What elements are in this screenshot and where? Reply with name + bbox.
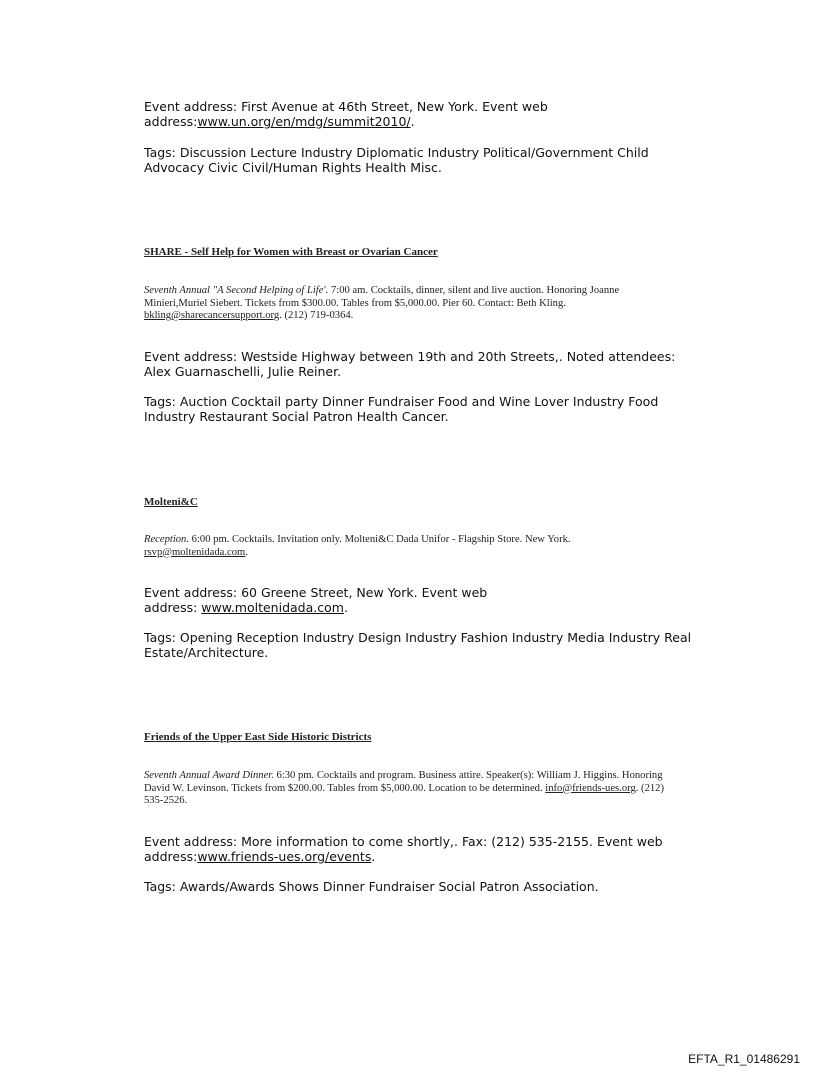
event4-email-link[interactable]: info@friends-ues.org <box>545 782 636 794</box>
event4-tags: Tags: Awards/Awards Shows Dinner Fundraiser Social Patron Association. <box>144 879 599 894</box>
event4-address: Event address: More information to come shortly,. Fax: (212) 535-2155. Event web address:www.friends-ues.org/events. <box>144 834 663 864</box>
event2-title: SHARE - Self Help for Women with Breast or Ovarian Cancer <box>144 246 438 258</box>
event4-web-link[interactable]: www.friends-ues.org/events <box>197 849 372 864</box>
event1-web-link[interactable]: www.un.org/en/mdg/summit2010/ <box>197 114 411 129</box>
event2-address: Event address: Westside Highway between 19th and 20th Streets,. Noted attendees: Alex Guarnaschelli, Julie Reiner. <box>144 349 676 379</box>
event4-title: Friends of the Upper East Side Historic Districts <box>144 731 372 743</box>
event3-email-link[interactable]: rsvp@moltenidada.com <box>144 546 246 558</box>
document-id-footer: EFTA_R1_01486291 <box>688 1052 800 1066</box>
event3-web-link[interactable]: www.moltenidada.com <box>201 600 344 615</box>
event2-email-link[interactable]: bkling@sharecancersupport.org <box>144 310 280 321</box>
event2-tags: Tags: Auction Cocktail party Dinner Fundraiser Food and Wine Lover Industry Food Industry Restaurant Social Patron Health Cancer. <box>144 394 659 424</box>
event1-address: Event address: First Avenue at 46th Street, New York. Event web address:www.un.org/en/mdg/summit2010/. <box>144 99 548 129</box>
event1-tags: Tags: Discussion Lecture Industry Diplomatic Industry Political/Government Child Advocacy Civic Civil/Human Rights Health Misc. <box>144 145 649 175</box>
event3-title: Molteni&C <box>144 496 198 508</box>
event2-description: Seventh Annual "A Second Helping of Life'. 7:00 am. Cocktails, dinner, silent and live auction. Honoring Joanne Minieri,Muriel Siebert. Tickets from $300.00. Tables from $5,000.00. Pier 60. Contact: Beth Kling. bkling@sharecancersupport.org. (212) 719-0364. <box>144 285 620 321</box>
event4-description: Seventh Annual Award Dinner. 6:30 pm. Cocktails and program. Business attire. Speaker(s): William J. Higgins. Honoring David W. Levinson. Tickets from $200.00. Tables from $5,000.00. Location to be determined. info@friends-ues.org. (212) 535-2526. <box>144 770 664 806</box>
event3-description: Reception. 6:00 pm. Cocktails. Invitation only. Molteni&C Dada Unifor - Flagship Store. New York. rsvp@moltenidada.com. <box>144 534 571 558</box>
event3-tags: Tags: Opening Reception Industry Design Industry Fashion Industry Media Industry Real Estate/Architecture. <box>144 630 692 660</box>
event3-address: Event address: 60 Greene Street, New York. Event web address: www.moltenidada.com. <box>144 585 488 615</box>
